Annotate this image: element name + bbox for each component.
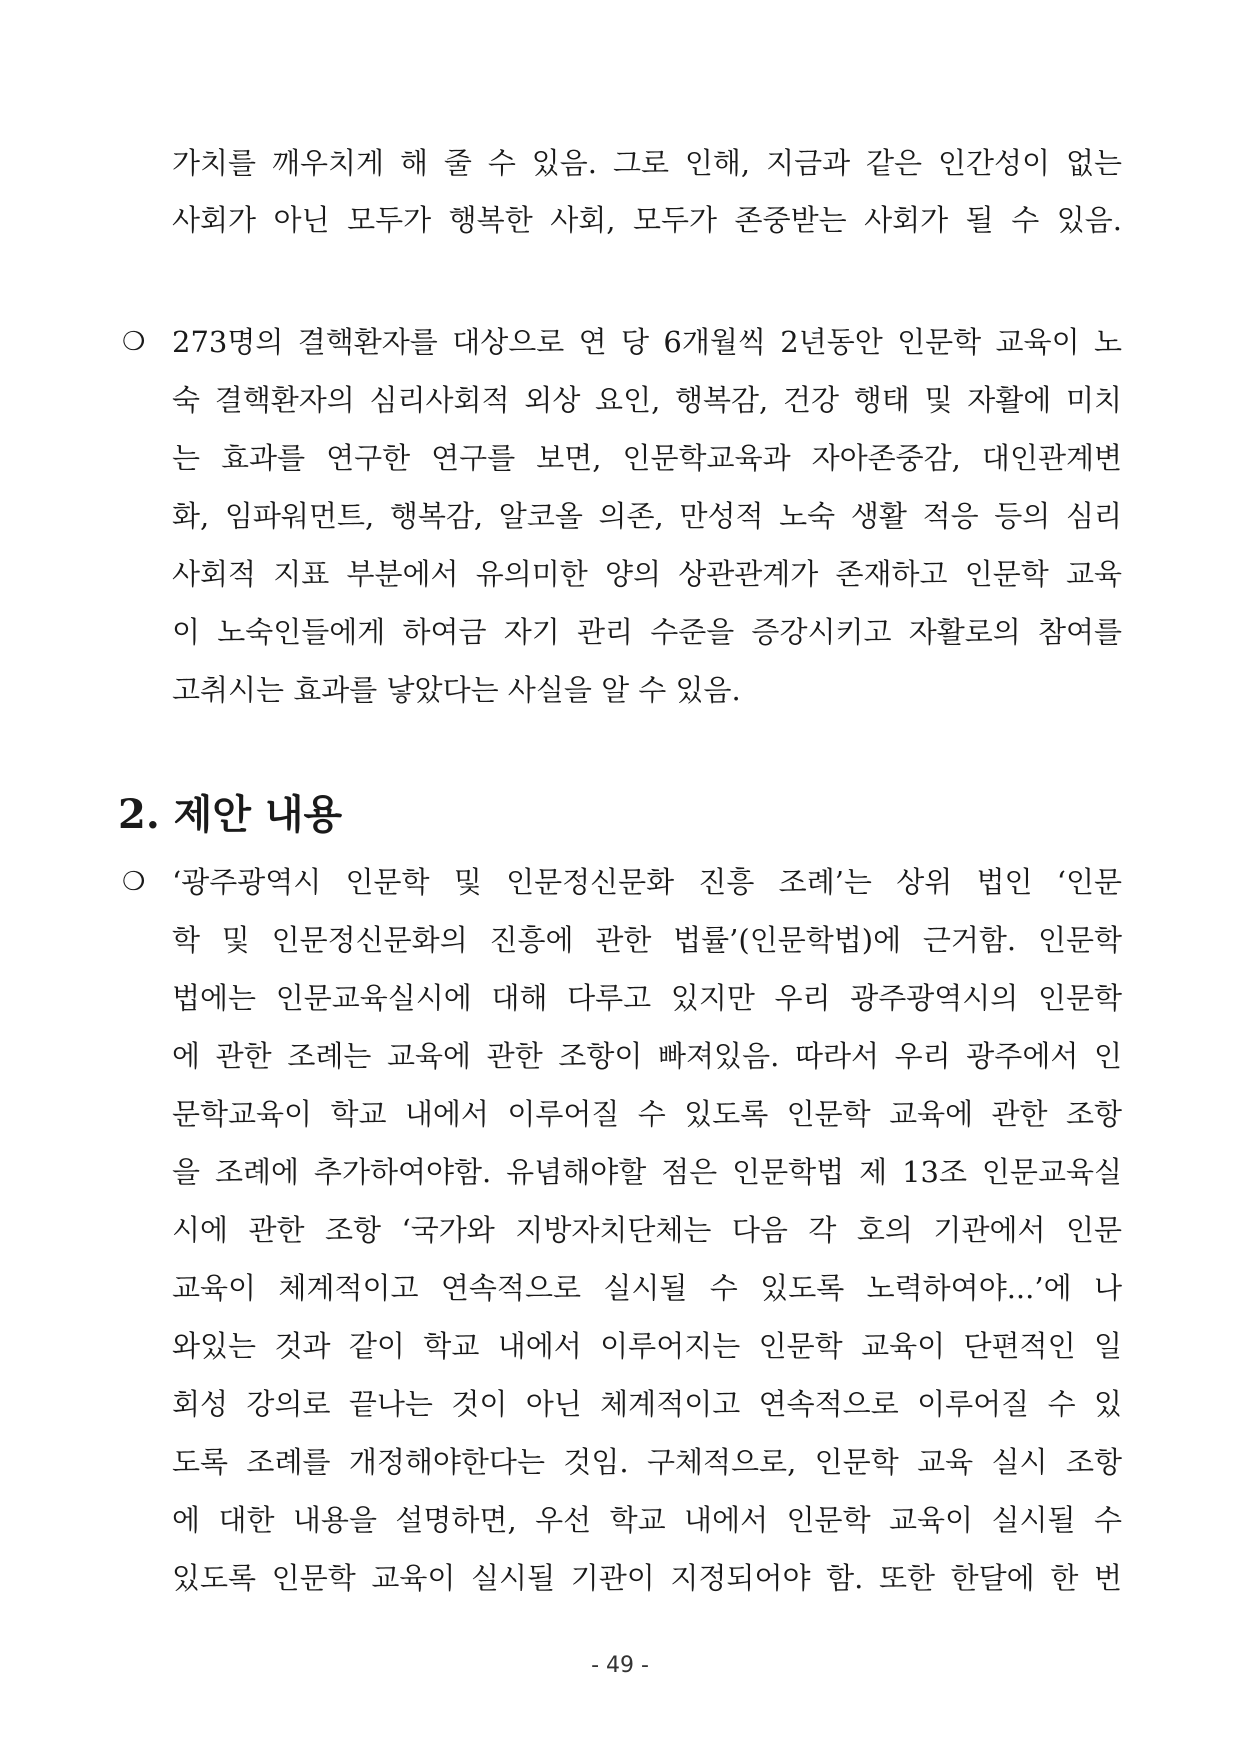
paragraph-line: 273명의 결핵환자를 대상으로 연 당 6개월씩 2년동안 인문학 교육이 노 (172, 325, 1122, 359)
page-number: - 49 - (591, 1653, 649, 1678)
intro-line: 사회가 아닌 모두가 행복한 사회, 모두가 존중받는 사회가 될 수 있음. (172, 203, 1122, 237)
paragraph-line: 이 노숙인들에게 하여금 자기 관리 수준을 증강시키고 자활로의 참여를 (172, 615, 1122, 649)
paragraph-line: 회성 강의로 끝나는 것이 아닌 체계적이고 연속적으로 이루어질 수 있 (172, 1387, 1122, 1421)
paragraph-line: 있도록 인문학 교육이 실시될 기관이 지정되어야 함. 또한 한달에 한 번 (172, 1561, 1122, 1595)
paragraph-line: 을 조례에 추가하여야함. 유념해야할 점은 인문학법 제 13조 인문교육실 (172, 1155, 1122, 1189)
paragraph-line: 교육이 체계적이고 연속적으로 실시될 수 있도록 노력하여야...’에 나 (172, 1271, 1122, 1305)
bullet-circle-icon: ❍ (122, 867, 146, 897)
paragraph-line: 문학교육이 학교 내에서 이루어질 수 있도록 인문학 교육에 관한 조항 (172, 1097, 1122, 1131)
intro-line: 가치를 깨우치게 해 줄 수 있음. 그로 인해, 지금과 같은 인간성이 없는 (172, 146, 1122, 180)
paragraph-line: 와있는 것과 같이 학교 내에서 이루어지는 인문학 교육이 단편적인 일 (172, 1329, 1122, 1363)
paragraph-line: 시에 관한 조항 ‘국가와 지방자치단체는 다음 각 호의 기관에서 인문 (172, 1213, 1122, 1247)
paragraph-line: 숙 결핵환자의 심리사회적 외상 요인, 행복감, 건강 행태 및 자활에 미치 (172, 383, 1122, 417)
paragraph-line: 법에는 인문교육실시에 대해 다루고 있지만 우리 광주광역시의 인문학 (172, 981, 1122, 1015)
paragraph-line: 에 대한 내용을 설명하면, 우선 학교 내에서 인문학 교육이 실시될 수 (172, 1503, 1122, 1537)
bullet-circle-icon: ❍ (122, 327, 146, 357)
section-heading: 2. 제안 내용 (118, 791, 343, 838)
paragraph-line: 도록 조례를 개정해야한다는 것임. 구체적으로, 인문학 교육 실시 조항 (172, 1445, 1122, 1479)
paragraph-line: 사회적 지표 부분에서 유의미한 양의 상관관계가 존재하고 인문학 교육 (172, 557, 1122, 591)
paragraph-line: 학 및 인문정신문화의 진흥에 관한 법률’(인문학법)에 근거함. 인문학 (172, 923, 1122, 957)
paragraph-line: ‘광주광역시 인문학 및 인문정신문화 진흥 조례’는 상위 법인 ‘인문 (172, 865, 1122, 899)
paragraph-line: 고취시는 효과를 낳았다는 사실을 알 수 있음. (172, 673, 741, 707)
paragraph-line: 에 관한 조례는 교육에 관한 조항이 빠져있음. 따라서 우리 광주에서 인 (172, 1039, 1122, 1073)
paragraph-line: 는 효과를 연구한 연구를 보면, 인문학교육과 자아존중감, 대인관계변 (172, 441, 1122, 475)
paragraph-line: 화, 임파워먼트, 행복감, 알코올 의존, 만성적 노숙 생활 적응 등의 심리 (172, 499, 1122, 533)
